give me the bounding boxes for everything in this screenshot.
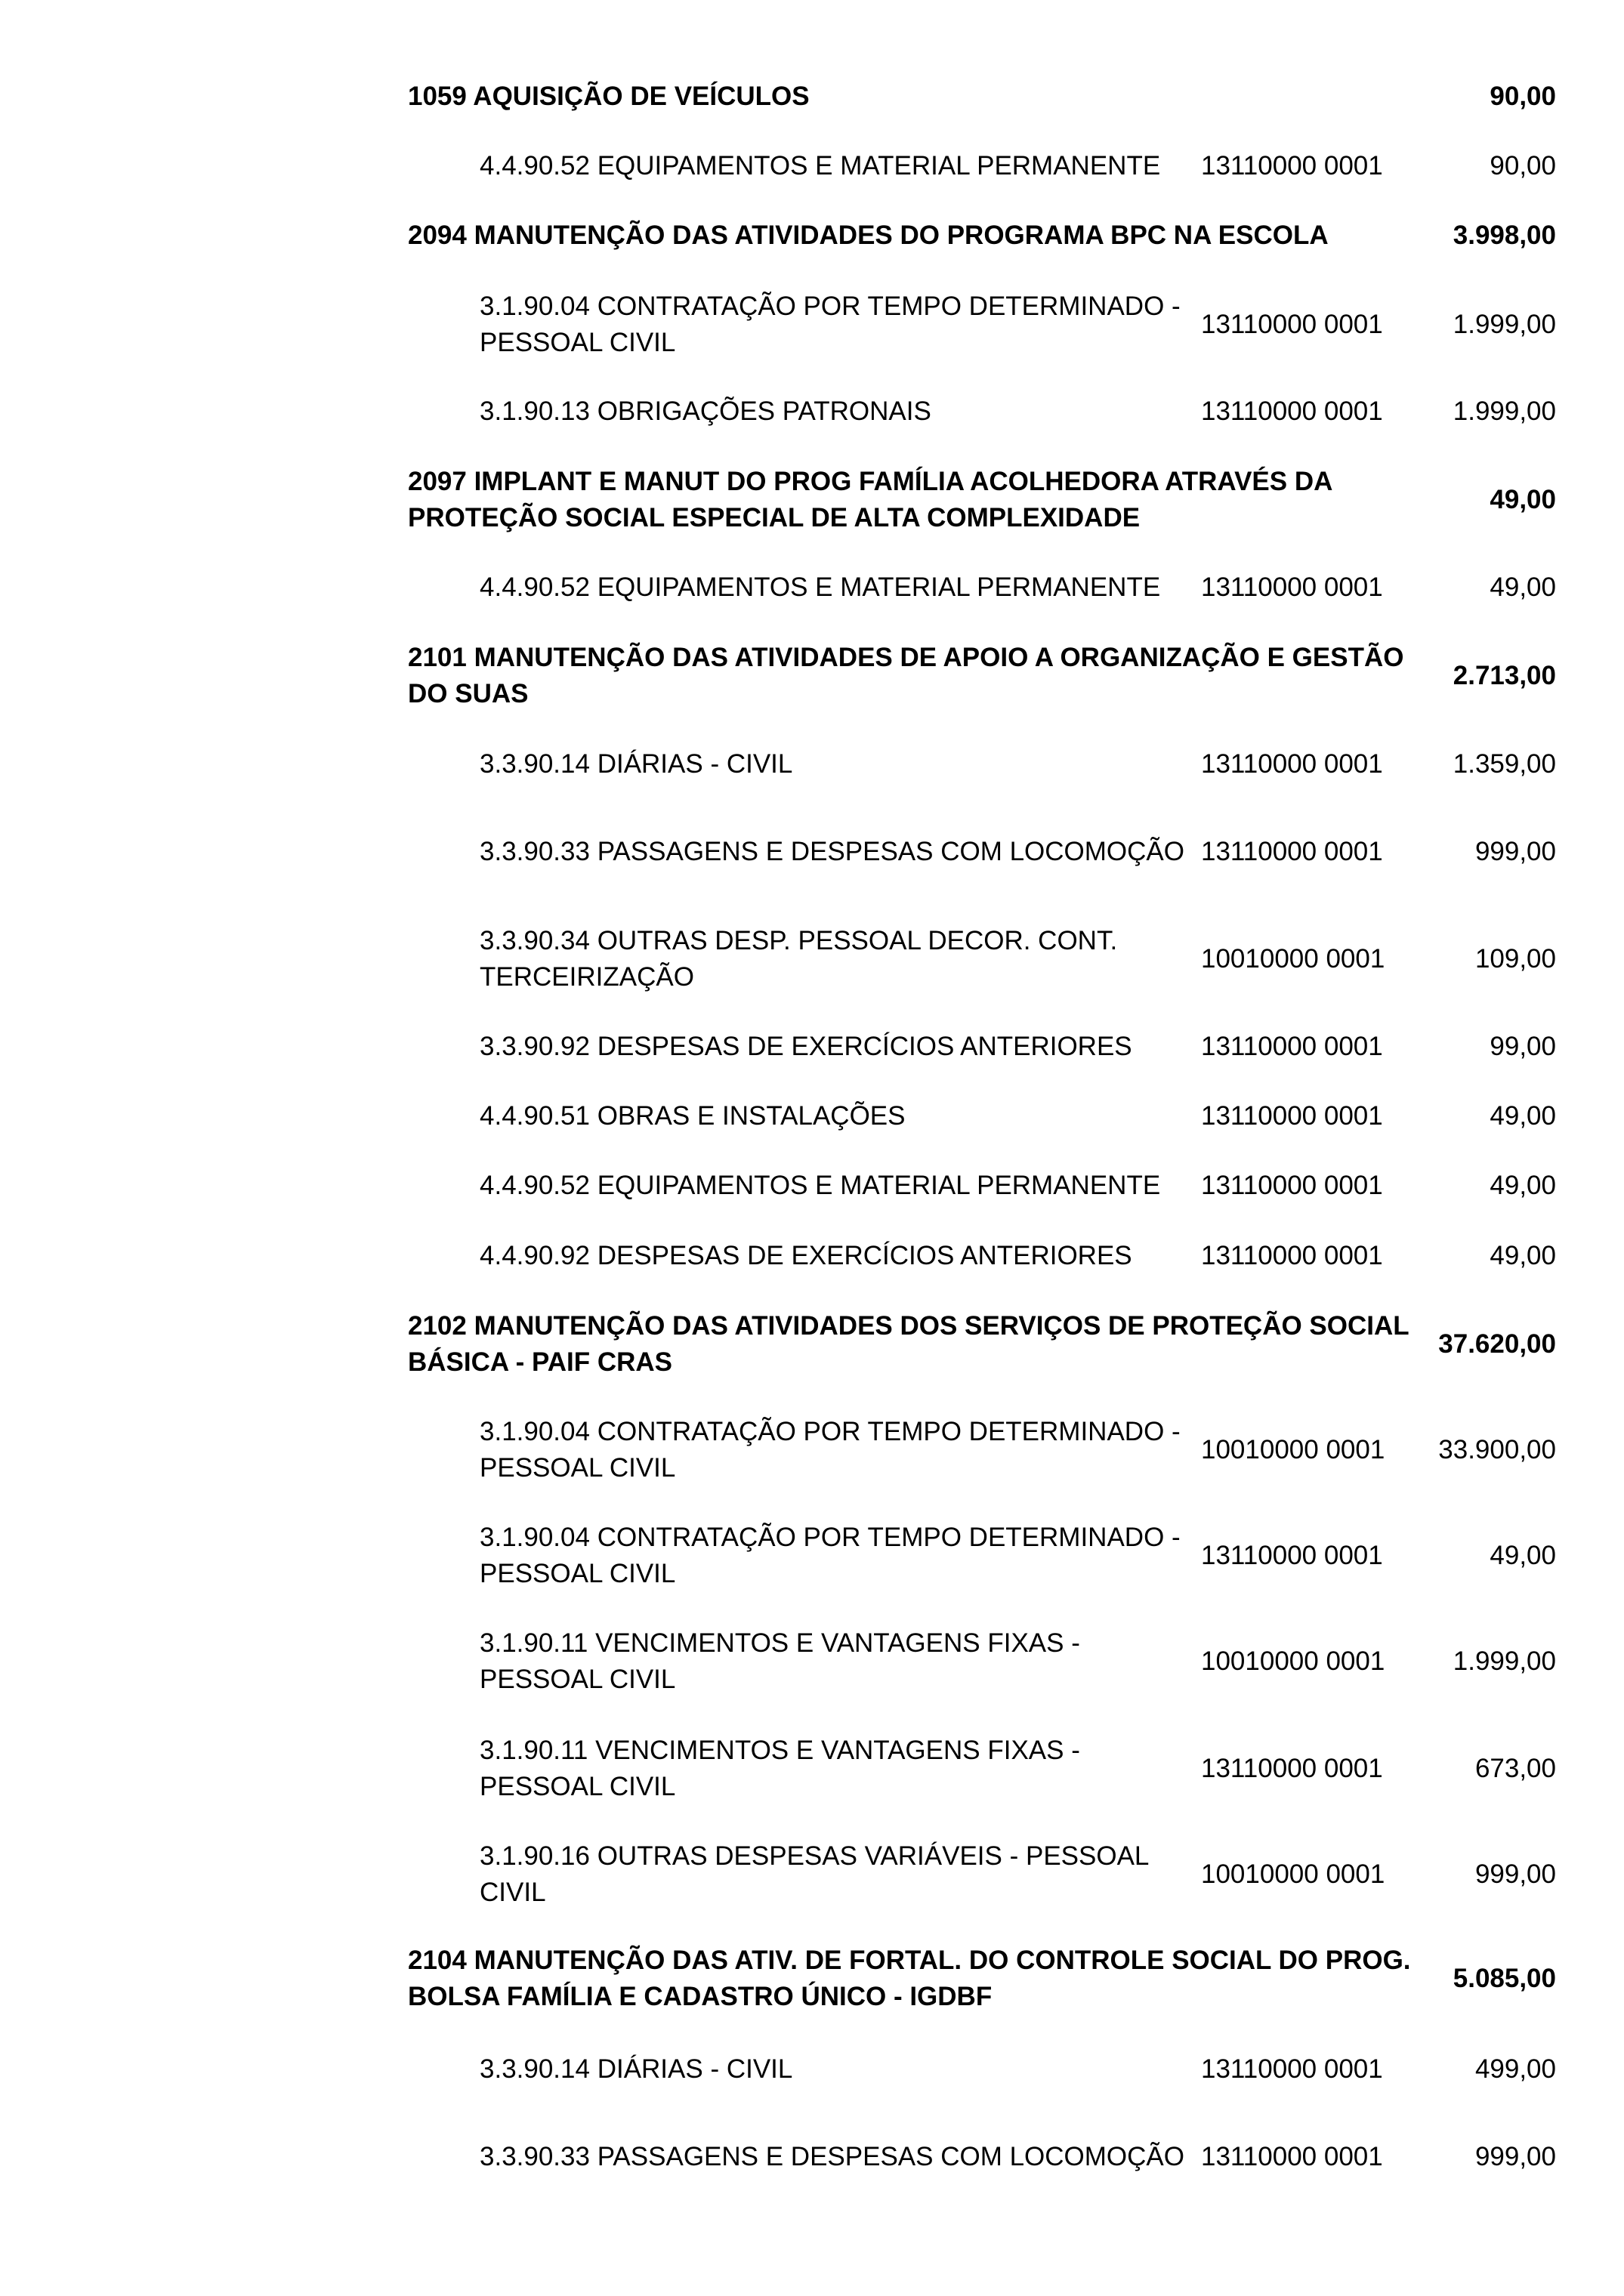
action-row [0, 1308, 1624, 1381]
action-row [0, 640, 1624, 712]
expense-description: 4.4.90.92 DESPESAS DE EXERCÍCIOS ANTERIORES [480, 1241, 1132, 1270]
expense-value: 1.999,00 [1453, 1646, 1556, 1676]
resource-code: 10010000 0001 [1201, 1859, 1385, 1889]
expense-description: 3.1.90.16 OUTRAS DESPESAS VARIÁVEIS - PESSOAL CIVIL [480, 1841, 1149, 1907]
expense-value: 99,00 [1490, 1032, 1556, 1061]
expense-value: 1.999,00 [1453, 310, 1556, 339]
expense-value: 33.900,00 [1438, 1435, 1556, 1464]
action-row [0, 1943, 1624, 2015]
resource-code: 13110000 0001 [1201, 1241, 1383, 1270]
resource-code: 13110000 0001 [1201, 2142, 1383, 2171]
resource-code: 10010000 0001 [1201, 944, 1385, 974]
resource-code: 13110000 0001 [1201, 397, 1383, 426]
action-total: 37.620,00 [1438, 1329, 1556, 1359]
expense-row [0, 2121, 1624, 2193]
expense-value: 49,00 [1490, 1241, 1556, 1270]
resource-code: 13110000 0001 [1201, 310, 1383, 339]
expense-row [0, 923, 1624, 995]
expense-description: 3.1.90.04 CONTRATAÇÃO POR TEMPO DETERMINADO - PESSOAL CIVIL [480, 292, 1181, 357]
action-total: 3.998,00 [1453, 221, 1556, 250]
expense-description: 3.3.90.14 DIÁRIAS - CIVIL [480, 749, 793, 779]
expense-value: 109,00 [1474, 944, 1556, 974]
expense-row [0, 1238, 1624, 1274]
expense-row [0, 393, 1624, 430]
expense-row [0, 1414, 1624, 1486]
expense-row [0, 1098, 1624, 1134]
expense-row [0, 569, 1624, 606]
action-description: 2094 MANUTENÇÃO DAS ATIVIDADES DO PROGRAMA BPC NA ESCOLA [408, 221, 1329, 250]
expense-row [0, 746, 1624, 782]
action-description: 2097 IMPLANT E MANUT DO PROG FAMÍLIA ACOLHEDORA ATRAVÉS DA PROTEÇÃO SOCIAL ESPECIAL DE ALTA COMPLEXIDADE [408, 467, 1332, 532]
resource-code: 13110000 0001 [1201, 837, 1383, 866]
action-total: 90,00 [1490, 82, 1556, 111]
expense-value: 999,00 [1474, 2142, 1556, 2171]
expense-value: 999,00 [1474, 1859, 1556, 1889]
expense-value: 49,00 [1490, 572, 1556, 602]
expense-description: 3.1.90.04 CONTRATAÇÃO POR TEMPO DETERMINADO - PESSOAL CIVIL [480, 1523, 1181, 1588]
expense-row [0, 1625, 1624, 1698]
action-description: 2104 MANUTENÇÃO DAS ATIV. DE FORTAL. DO CONTROLE SOCIAL DO PROG. BOLSA FAMÍLIA E CADASTRO ÚNICO - IGDBF [408, 1946, 1411, 2011]
expense-description: 4.4.90.52 EQUIPAMENTOS E MATERIAL PERMANENTE [480, 1171, 1161, 1200]
expense-description: 3.1.90.11 VENCIMENTOS E VANTAGENS FIXAS - PESSOAL CIVIL [480, 1736, 1080, 1801]
action-row [0, 79, 1624, 115]
expense-value: 999,00 [1474, 837, 1556, 866]
expense-value: 1.999,00 [1453, 397, 1556, 426]
action-total: 2.713,00 [1453, 661, 1556, 690]
expense-value: 90,00 [1490, 151, 1556, 181]
expense-row [0, 1733, 1624, 1805]
expense-row [0, 148, 1624, 184]
expense-description: 3.3.90.33 PASSAGENS E DESPESAS COM LOCOMOÇÃO [480, 837, 1185, 866]
resource-code: 13110000 0001 [1201, 1171, 1383, 1200]
resource-code: 13110000 0001 [1201, 2054, 1383, 2084]
expense-description: 4.4.90.51 OBRAS E INSTALAÇÕES [480, 1101, 906, 1131]
action-description: 1059 AQUISIÇÃO DE VEÍCULOS [408, 82, 810, 111]
resource-code: 13110000 0001 [1201, 1541, 1383, 1570]
expense-description: 3.3.90.92 DESPESAS DE EXERCÍCIOS ANTERIORES [480, 1032, 1132, 1061]
expense-description: 4.4.90.52 EQUIPAMENTOS E MATERIAL PERMANENTE [480, 572, 1161, 602]
resource-code: 10010000 0001 [1201, 1435, 1385, 1464]
action-description: 2102 MANUTENÇÃO DAS ATIVIDADES DOS SERVIÇOS DE PROTEÇÃO SOCIAL BÁSICA - PAIF CRAS [408, 1311, 1409, 1377]
expense-value: 673,00 [1474, 1754, 1556, 1783]
expense-description: 3.1.90.13 OBRIGAÇÕES PATRONAIS [480, 397, 931, 426]
expense-description: 3.3.90.34 OUTRAS DESP. PESSOAL DECOR. CONT. TERCEIRIZAÇÃO [480, 926, 1118, 992]
expense-value: 1.359,00 [1453, 749, 1556, 779]
expense-value: 499,00 [1474, 2054, 1556, 2084]
expense-row [0, 1838, 1624, 1911]
expense-row [0, 816, 1624, 888]
resource-code: 10010000 0001 [1201, 1646, 1385, 1676]
resource-code: 13110000 0001 [1201, 1101, 1383, 1131]
expense-description: 4.4.90.52 EQUIPAMENTOS E MATERIAL PERMANENTE [480, 151, 1161, 181]
expense-row [0, 289, 1624, 361]
expense-description: 3.1.90.04 CONTRATAÇÃO POR TEMPO DETERMINADO - PESSOAL CIVIL [480, 1417, 1181, 1483]
action-row [0, 218, 1624, 254]
expense-description: 3.3.90.14 DIÁRIAS - CIVIL [480, 2054, 793, 2084]
expense-row [0, 1029, 1624, 1065]
expense-value: 49,00 [1490, 1171, 1556, 1200]
expense-row [0, 2051, 1624, 2088]
expense-description: 3.3.90.33 PASSAGENS E DESPESAS COM LOCOMOÇÃO [480, 2142, 1185, 2171]
resource-code: 13110000 0001 [1201, 749, 1383, 779]
resource-code: 13110000 0001 [1201, 1754, 1383, 1783]
resource-code: 13110000 0001 [1201, 151, 1383, 181]
expense-description: 3.1.90.11 VENCIMENTOS E VANTAGENS FIXAS - PESSOAL CIVIL [480, 1628, 1080, 1694]
action-row [0, 464, 1624, 536]
expense-row [0, 1520, 1624, 1592]
action-total: 49,00 [1490, 485, 1556, 514]
resource-code: 13110000 0001 [1201, 572, 1383, 602]
action-description: 2101 MANUTENÇÃO DAS ATIVIDADES DE APOIO A ORGANIZAÇÃO E GESTÃO DO SUAS [408, 643, 1404, 708]
action-total: 5.085,00 [1453, 1964, 1556, 1993]
expense-row [0, 1168, 1624, 1204]
expense-value: 49,00 [1490, 1541, 1556, 1570]
expense-value: 49,00 [1490, 1101, 1556, 1131]
resource-code: 13110000 0001 [1201, 1032, 1383, 1061]
